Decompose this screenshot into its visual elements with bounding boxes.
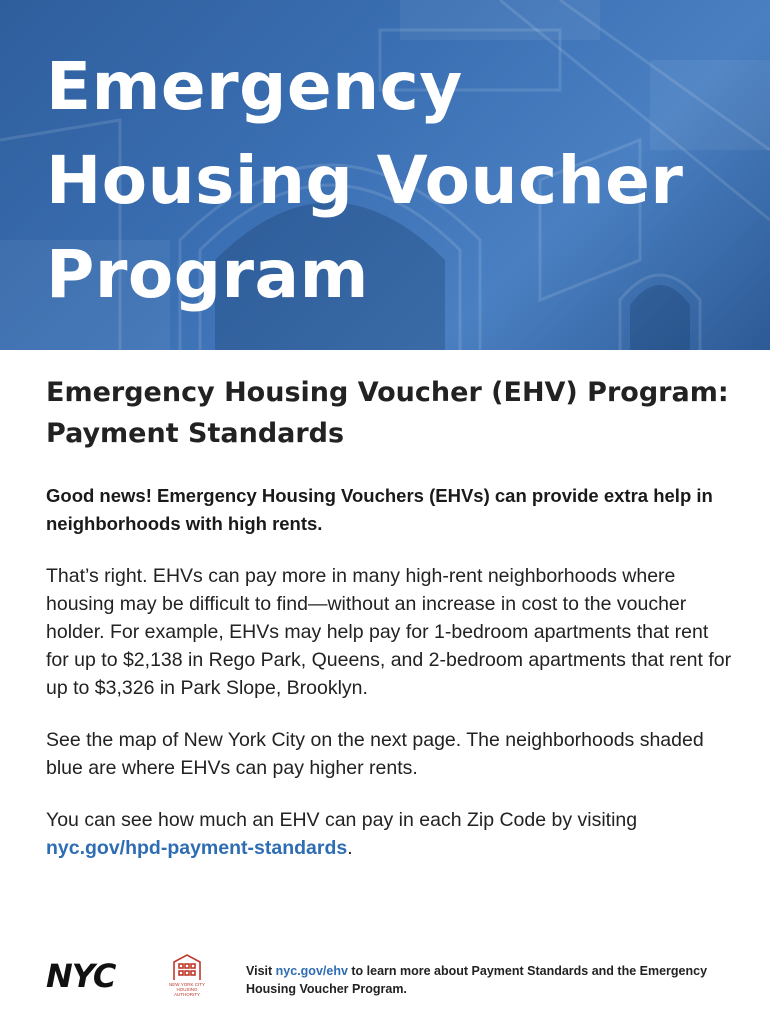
body-paragraph-1: That’s right. EHVs can pay more in many high-rent neighborhoods where housing may be difficult to find—without an increase in cost to the voucher holder. For example, EHVs may help pay for 1-bedroom apartments that rent for up to $2,138 in Rego Park, Queens, and 2-bedroom apartments that rent for up to $3,326 in Park Slope, Brooklyn. [46, 565, 732, 699]
paragraph-text: . [347, 837, 353, 859]
footer-text: to learn more about Payment Standards and the Emergency Housing Voucher Program. [246, 964, 708, 996]
ehv-link[interactable]: nyc.gov/ehv [275, 964, 348, 978]
lead-paragraph: Good news! Emergency Housing Vouchers (EHVs) can provide extra help in neighborhoods with high rents. [46, 485, 713, 534]
payment-standards-link[interactable]: nyc.gov/hpd-payment-standards [46, 837, 348, 859]
main-content [46, 372, 736, 862]
subtitle-line: Payment Standards [46, 418, 345, 449]
paragraph-text: You can see how much an EHV can pay in each Zip Code by visiting [46, 809, 638, 831]
hero-banner [0, 0, 770, 350]
hero-title-line: Housing Voucher [46, 142, 684, 219]
nyc-logo: NYC [46, 957, 116, 995]
nycha-logo-text: NEW YORK CITY HOUSING AUTHORITY [169, 982, 205, 997]
subtitle-line: Emergency Housing Voucher (EHV) Program: [46, 377, 729, 408]
hero-title-line: Emergency [46, 48, 463, 125]
hero-title-line: Program [46, 236, 369, 313]
page-subtitle [46, 372, 736, 454]
footer-note [246, 962, 726, 998]
footer-text: Visit [246, 964, 276, 978]
body-paragraph-3 [46, 806, 736, 862]
hero-title [46, 40, 686, 322]
footer [46, 952, 746, 1002]
body-paragraph-2: See the map of New York City on the next page. The neighborhoods shaded blue are where EHVs can pay higher rents. [46, 729, 704, 779]
